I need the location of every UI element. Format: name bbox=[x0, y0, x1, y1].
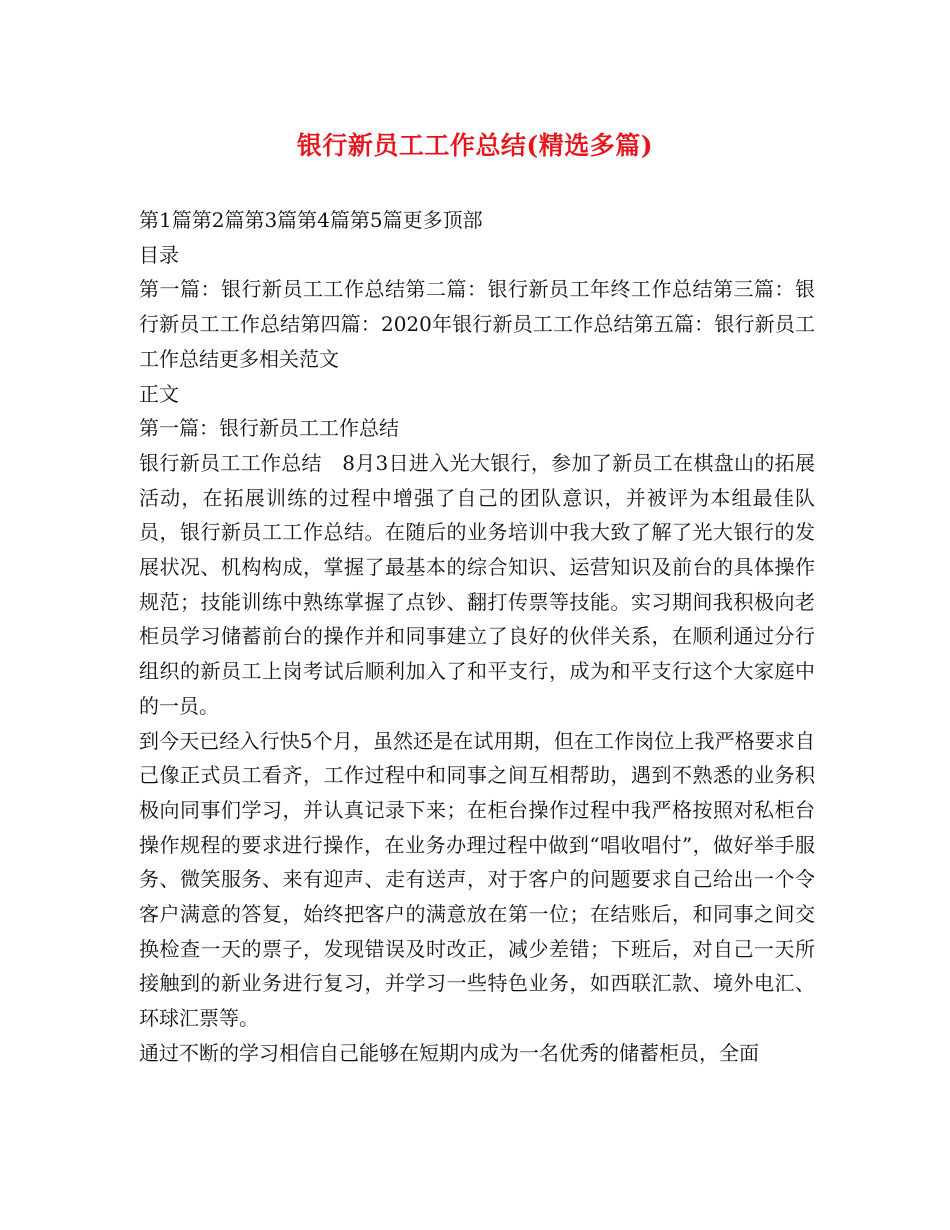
toc-heading: 目录 bbox=[139, 242, 179, 267]
nav-line: 第1篇第2篇第3篇第4篇第5篇更多顶部 bbox=[139, 208, 483, 232]
paragraph: 通过不断的学习相信自己能够在短期内成为一名优秀的储蓄柜员，全面 bbox=[139, 1040, 759, 1065]
document-body bbox=[139, 203, 815, 1071]
body-heading: 正文 bbox=[139, 381, 179, 406]
document-title: 银行新员工工作总结(精选多篇) bbox=[296, 131, 654, 160]
section-heading: 第一篇：银行新员工工作总结 bbox=[139, 416, 399, 441]
paragraph: 到今天已经入行快5个月，虽然还是在试用期，但在工作岗位上我严格要求自己像正式员工看齐，工作过程中和同事之间互相帮助，遇到不熟悉的业务积极向同事们学习，并认真记录下来；在柜台操作过程中我严格按照对私柜台操作规程的要求进行操作，在业务办理过程中做到“唱收唱付”，做好举手服务、微笑服务、来有迎声、走有送声，对于客户的问题要求自己给出一个令客户满意的答复，始终把客户的满意放在第一位；在结账后，和同事之间交换检查一天的票子，发现错误及时改正，减少差错；下班后，对自己一天所接触到的新业务进行复习，并学习一些特色业务，如西联汇款、境外电汇、环球汇票等。 bbox=[139, 728, 815, 1031]
paragraph: 银行新员工工作总结 8月3日进入光大银行，参加了新员工在棋盘山的拓展活动，在拓展训练的过程中增强了自己的团队意识，并被评为本组最佳队员，银行新员工工作总结。在随后的业务培训中我大致了解了光大银行的发展状况、机构构成，掌握了最基本的综合知识、运营知识及前台的具体操作规范；技能训练中熟练掌握了点钞、翻打传票等技能。实习期间我积极向老柜员学习储蓄前台的操作并和同事建立了良好的伙伴关系，在顺利通过分行组织的新员工上岗考试后顺利加入了和平支行，成为和平支行这个大家庭中的一员。 bbox=[139, 450, 815, 718]
toc-text: 第一篇：银行新员工工作总结第二篇：银行新员工年终工作总结第三篇：银行新员工工作总结第四篇：2020年银行新员工工作总结第五篇：银行新员工工作总结更多相关范文 bbox=[139, 277, 815, 371]
